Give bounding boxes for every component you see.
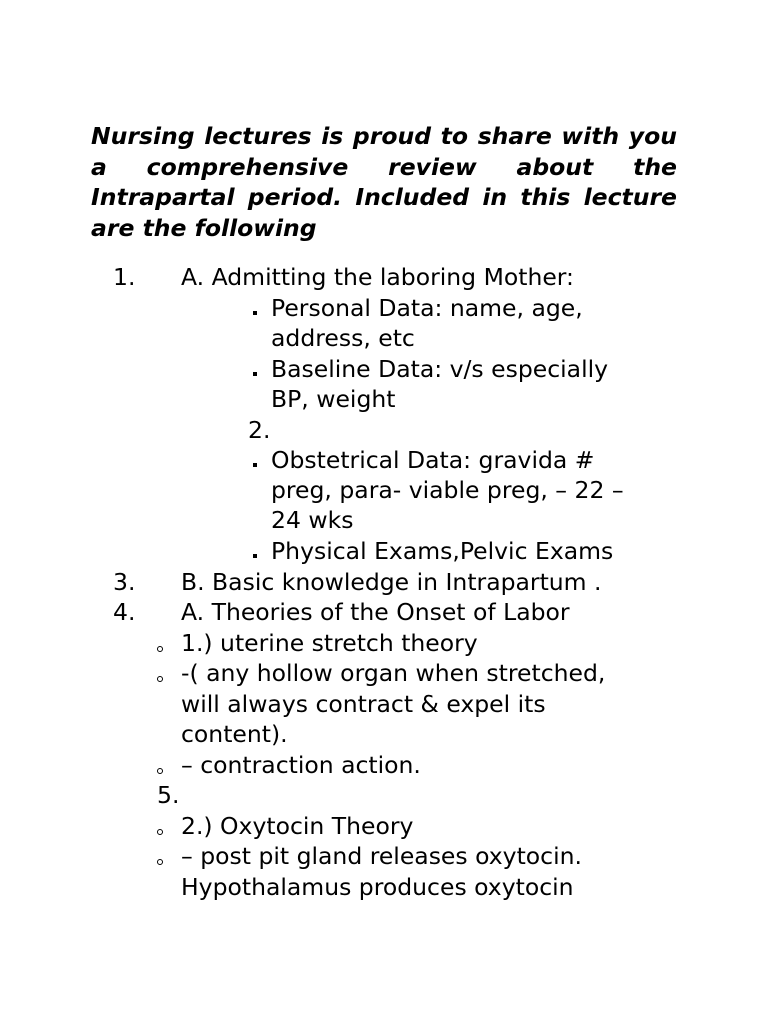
intro-paragraph: Nursing lectures is proud to share with you a comprehensive review about the Intrapartal period. Included in this lecture are the following <box>91 122 677 242</box>
bullet-baseline-data-line1: Baseline Data: v/s especially <box>271 355 609 383</box>
bullet-obstetrical-data-line1: Obstetrical Data: gravida # <box>271 446 595 474</box>
bullet-obstetrical-data-line3: 24 wks <box>271 506 354 534</box>
sub-contraction-action: – contraction action. <box>181 751 421 779</box>
sub-hollow-organ-line2: will always contract & expel its <box>181 690 546 718</box>
list-number-5: 5. <box>157 781 180 809</box>
bullet-personal-data-line2: address, etc <box>271 324 415 352</box>
bullet-baseline-data-line2: BP, weight <box>271 385 396 413</box>
square-bullet-icon <box>253 311 257 315</box>
circle-bullet-icon <box>157 646 163 652</box>
bullet-physical-exams: Physical Exams,Pelvic Exams <box>271 537 614 565</box>
list-item-theories: A. Theories of the Onset of Labor <box>181 598 570 626</box>
circle-bullet-icon <box>157 859 163 865</box>
sub-hollow-organ-line1: -( any hollow organ when stretched, <box>181 659 606 687</box>
circle-bullet-icon <box>157 768 163 774</box>
circle-bullet-icon <box>157 829 163 835</box>
sub-post-pit-gland-line1: – post pit gland releases oxytocin. <box>181 842 582 870</box>
list-number-1: 1. <box>113 263 136 291</box>
square-bullet-icon <box>253 372 257 376</box>
square-bullet-icon <box>253 463 257 467</box>
sub-oxytocin-theory: 2.) Oxytocin Theory <box>181 812 414 840</box>
square-bullet-icon <box>253 554 257 558</box>
sub-uterine-stretch: 1.) uterine stretch theory <box>181 629 478 657</box>
list-item-basic-knowledge: B. Basic knowledge in Intrapartum . <box>181 568 602 596</box>
list-item-admitting: A. Admitting the laboring Mother: <box>181 263 574 291</box>
bullet-obstetrical-data-line2: preg, para- viable preg, – 22 – <box>271 476 624 504</box>
circle-bullet-icon <box>157 676 163 682</box>
sub-hollow-organ-line3: content). <box>181 720 288 748</box>
list-number-4: 4. <box>113 598 136 626</box>
list-number-3: 3. <box>113 568 136 596</box>
sub-post-pit-gland-line2: Hypothalamus produces oxytocin <box>181 873 574 901</box>
list-number-2: 2. <box>248 416 271 444</box>
bullet-personal-data-line1: Personal Data: name, age, <box>271 294 583 322</box>
